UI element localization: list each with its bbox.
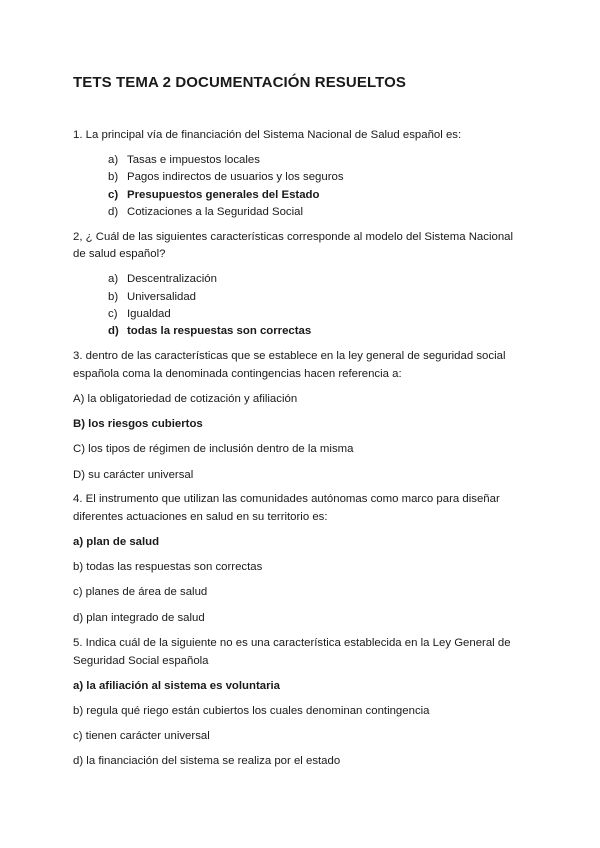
question-4-text-line-1: 4. El instrumento que utilizan las comunidades autónomas como marco para diseñar (73, 493, 500, 505)
question-5-option-b: b) regula qué riego están cubiertos los cuales denominan contingencia (73, 705, 430, 717)
question-3-option-c: C) los tipos de régimen de inclusión dentro de la misma (73, 443, 354, 455)
option-letter: b) (108, 291, 119, 303)
question-1-option-c-correct (108, 187, 319, 204)
option-letter: b) (108, 171, 119, 183)
option-text: Presupuestos generales del Estado (127, 189, 320, 201)
question-2-option-c (108, 306, 171, 323)
question-5-text-line-1: 5. Indica cuál de la siguiente no es una característica establecida en la Ley General de (73, 637, 511, 649)
question-4-option-a-correct: a) plan de salud (73, 536, 160, 548)
question-4-option-d: d) plan integrado de salud (73, 612, 205, 624)
question-3-option-a: A) la obligatoriedad de cotización y afiliación (73, 393, 298, 405)
question-1-option-d (108, 204, 303, 221)
option-text: Descentralización (127, 273, 217, 285)
question-5-option-a-correct: a) la afiliación al sistema es voluntaria (73, 680, 281, 692)
option-letter: c) (108, 308, 118, 320)
question-2-option-b (108, 289, 196, 306)
question-3-text-line-2: española coma la denominada contingencias hacen referencia a: (73, 368, 402, 380)
question-4-text-line-2: diferentes actuaciones en salud en su territorio es: (73, 511, 328, 523)
question-2-option-d-correct (108, 323, 311, 340)
question-5-option-c: c) tienen carácter universal (73, 730, 210, 742)
question-5-option-d: d) la financiación del sistema se realiza por el estado (73, 755, 341, 767)
question-1-option-a (108, 152, 260, 169)
question-5-text-line-2: Seguridad Social española (73, 655, 209, 667)
question-4-option-c: c) planes de área de salud (73, 586, 208, 598)
option-text: Igualdad (127, 308, 171, 320)
option-text: Universalidad (127, 291, 197, 303)
question-1-text: 1. La principal vía de financiación del Sistema Nacional de Salud español es: (73, 129, 462, 141)
page-title: TETS TEMA 2 DOCUMENTACIÓN RESUELTOS (73, 74, 406, 91)
question-3-text-line-1: 3. dentro de las características que se establece en la ley general de seguridad social (73, 350, 506, 362)
question-3-option-d: D) su carácter universal (73, 469, 194, 481)
question-2-option-a (108, 271, 217, 288)
question-2-text-line-1: 2, ¿ Cuál de las siguientes características corresponde al modelo del Sistema Nacional (73, 231, 514, 243)
option-text: todas la respuestas son correctas (127, 325, 312, 337)
option-letter: d) (108, 206, 119, 218)
option-letter: c) (108, 189, 119, 201)
option-text: Pagos indirectos de usuarios y los seguros (127, 171, 344, 183)
option-letter: a) (108, 273, 119, 285)
question-3-option-b-correct: B) los riesgos cubiertos (73, 418, 203, 430)
option-letter: a) (108, 154, 119, 166)
question-1-option-b (108, 169, 344, 186)
question-2-text-line-2: de salud español? (73, 248, 166, 260)
option-letter: d) (108, 325, 119, 337)
option-text: Tasas e impuestos locales (127, 154, 260, 166)
question-4-option-b: b) todas las respuestas son correctas (73, 561, 263, 573)
option-text: Cotizaciones a la Seguridad Social (127, 206, 304, 218)
